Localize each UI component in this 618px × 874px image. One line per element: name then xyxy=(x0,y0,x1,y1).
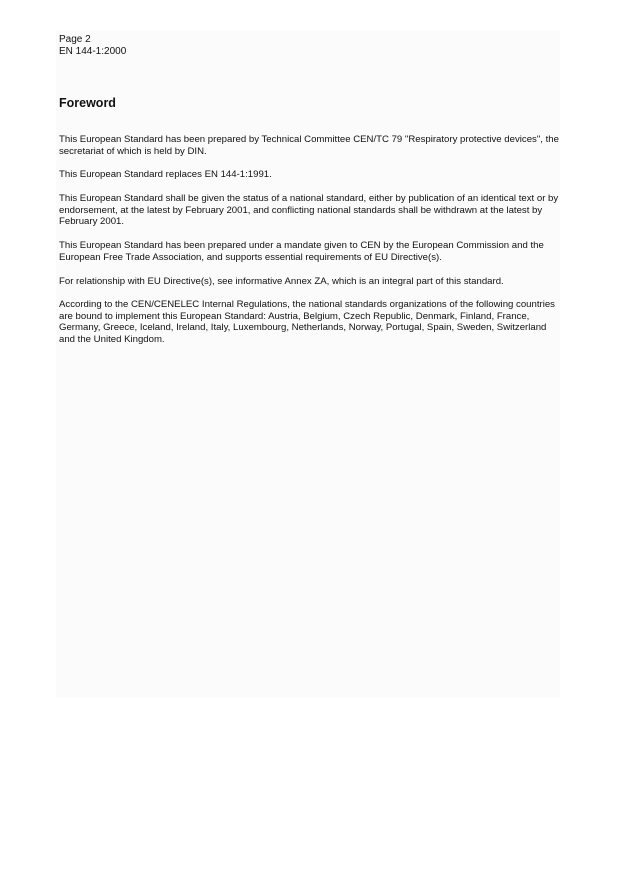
section-title: Foreword xyxy=(59,96,116,110)
foreword-paragraph-3: This European Standard shall be given the status of a national standard, either by publication of an identical text or by endorsement, at the latest by February 2001, and conflicting national standards shall be withdrawn at the latest by February 2001. xyxy=(59,193,559,228)
foreword-paragraph-2: This European Standard replaces EN 144-1:1991. xyxy=(59,169,272,180)
page-area xyxy=(56,30,560,698)
foreword-paragraph-5: For relationship with EU Directive(s), see informative Annex ZA, which is an integral part of this standard. xyxy=(59,276,504,287)
page-number: Page 2 xyxy=(59,34,91,45)
foreword-paragraph-1: This European Standard has been prepared by Technical Committee CEN/TC 79 "Respiratory protective devices", the secretariat of which is held by DIN. xyxy=(59,134,559,157)
foreword-paragraph-6: According to the CEN/CENELEC Internal Regulations, the national standards organizations of the following countries are bound to implement this European Standard: Austria, Belgium, Czech Republic, Denmark, Finland, France, Germany, Greece, Iceland, Ireland, Italy, Luxembourg, Netherlands, Norway, Portugal, Spain, Sweden, Switzerland and the United Kingdom. xyxy=(59,299,555,345)
page-header xyxy=(59,34,126,58)
document-id: EN 144-1:2000 xyxy=(59,46,127,57)
foreword-paragraph-4: This European Standard has been prepared under a mandate given to CEN by the European Commission and the European Free Trade Association, and supports essential requirements of EU Directive(s). xyxy=(59,240,544,263)
